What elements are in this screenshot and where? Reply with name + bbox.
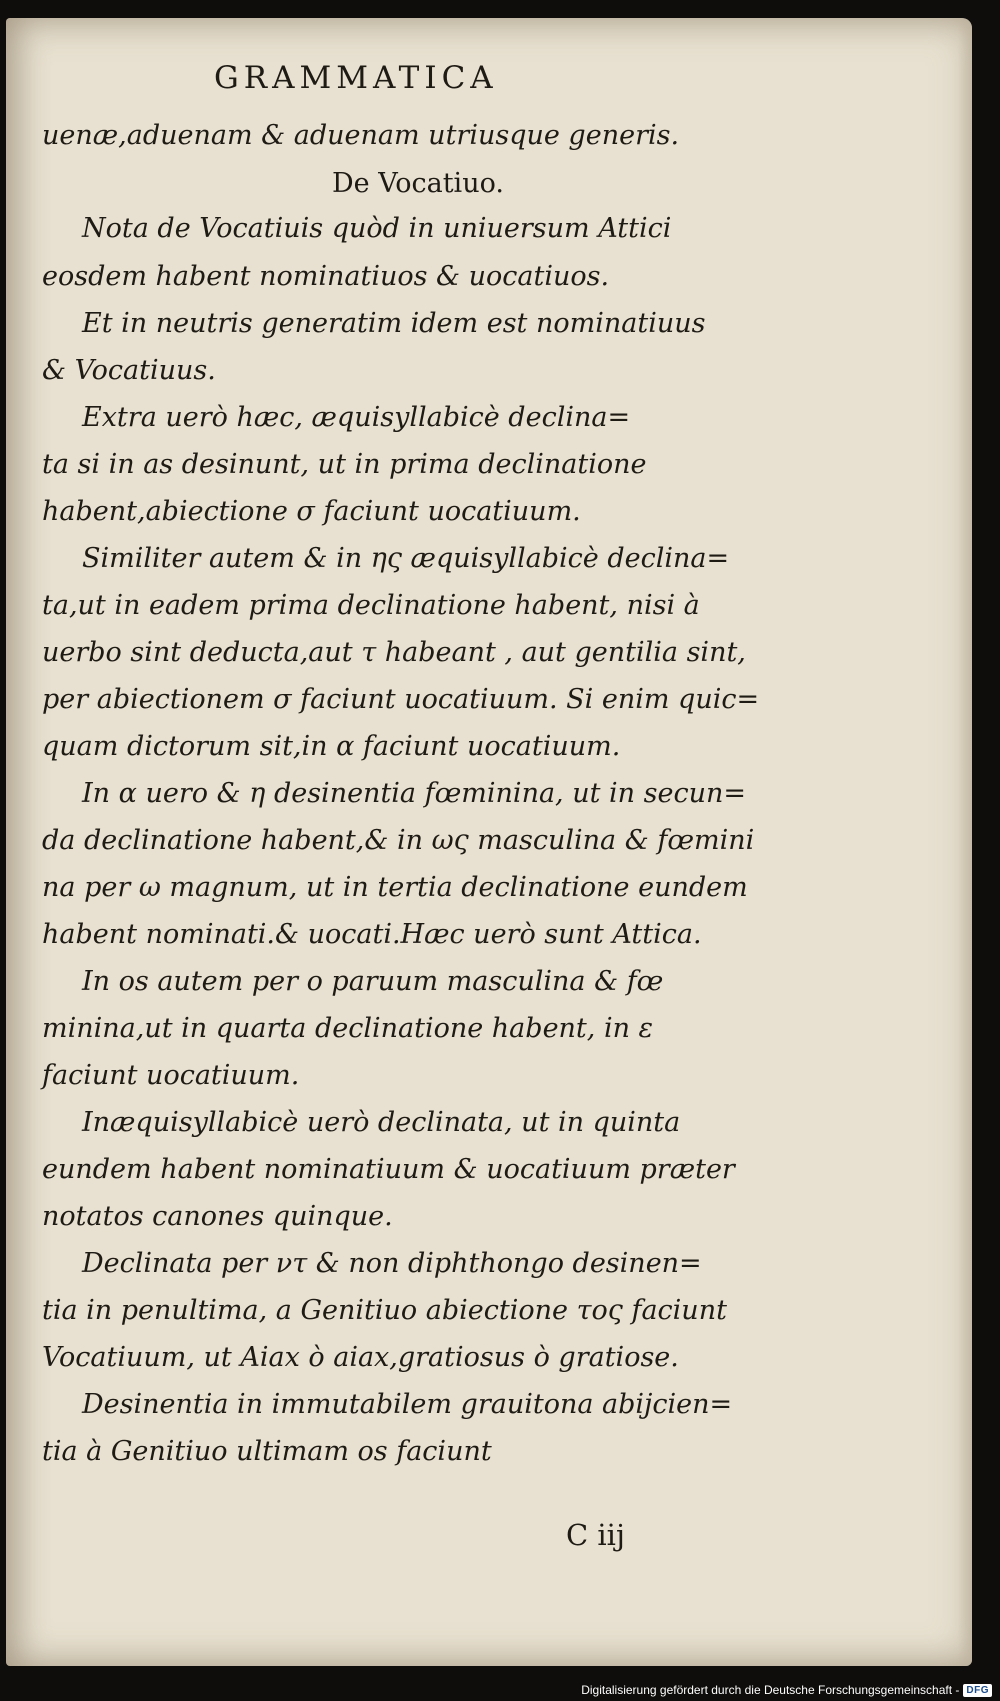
running-head: GRAMMATICA <box>214 60 498 96</box>
text-line: uerbo sint deducta,aut τ habeant , aut gentilia sint, <box>42 637 746 668</box>
text-line: ta si in as desinunt, ut in prima declinatione <box>42 449 647 480</box>
text-line: minina,ut in quarta declinatione habent, in ε <box>42 1013 654 1044</box>
text-line: quam dictorum sit,in α faciunt uocatiuum. <box>42 731 621 762</box>
text-line: uenæ,aduenam & aduenam utriusque generis. <box>42 120 680 151</box>
text-line: Similiter autem & in ης æquisyllabicè declina= <box>82 543 730 574</box>
text-line: tia in penultima, a Genitiuo abiectione τος faciunt <box>42 1295 727 1326</box>
text-line: da declinatione habent,& in ως masculina & fœmini <box>42 825 755 856</box>
text-line: tia à Genitiuo ultimam os faciunt <box>42 1436 492 1467</box>
digitization-credit <box>581 1683 992 1697</box>
text-line: Et in neutris generatim idem est nominatiuus <box>82 308 706 339</box>
section-heading: De Vocatiuo. <box>332 168 504 199</box>
text-line: faciunt uocatiuum. <box>42 1060 300 1091</box>
text-line: na per ω magnum, ut in tertia declinatione eundem <box>42 872 748 903</box>
book-page <box>6 18 972 1666</box>
text-line: Inæquisyllabicè uerò declinata, ut in quinta <box>82 1107 681 1138</box>
text-line: habent nominati.& uocati.Hæc uerò sunt Attica. <box>42 919 702 950</box>
signature-mark: C iij <box>566 1518 625 1552</box>
text-line: Desinentia in immutabilem grauitona abijcien= <box>82 1389 733 1420</box>
text-line: & Vocatiuus. <box>42 355 216 386</box>
text-line: Vocatiuum, ut Aiax ò aiax,gratiosus ò gratiose. <box>42 1342 679 1373</box>
credit-text: Digitalisierung gefördert durch die Deutsche Forschungsgemeinschaft - <box>581 1683 960 1697</box>
text-line: eosdem habent nominatiuos & uocatiuos. <box>42 261 610 292</box>
text-line: per abiectionem σ faciunt uocatiuum. Si enim quic= <box>42 684 760 715</box>
text-line: In os autem per o paruum masculina & fœ <box>82 966 664 997</box>
text-line: Extra uerò hæc, æquisyllabicè declina= <box>82 402 631 433</box>
text-line: Declinata per ντ & non diphthongo desinen= <box>82 1248 702 1279</box>
text-line: ta,ut in eadem prima declinatione habent, nisi à <box>42 590 700 621</box>
text-line: Nota de Vocatiuis quòd in uniuersum Attici <box>82 213 672 244</box>
text-line: eundem habent nominatiuum & uocatiuum præter <box>42 1154 735 1185</box>
text-line: habent,abiectione σ faciunt uocatiuum. <box>42 496 581 527</box>
text-line: notatos canones quinque. <box>42 1201 393 1232</box>
text-line: In α uero & η desinentia fœminina, ut in secun= <box>82 778 747 809</box>
dfg-logo: DFG <box>963 1684 992 1697</box>
